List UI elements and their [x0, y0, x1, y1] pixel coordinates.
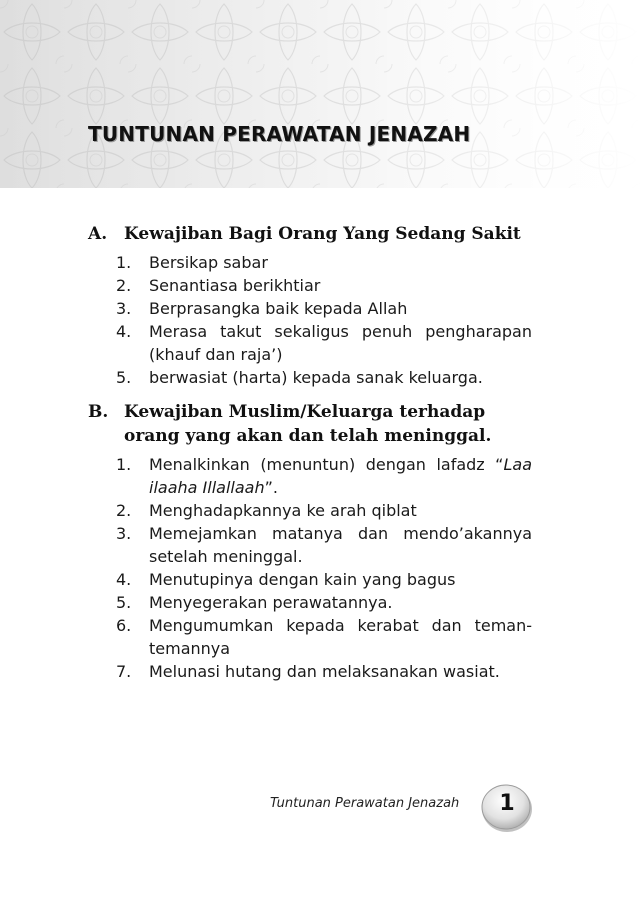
list-item — [116, 297, 532, 320]
item-text-italic: Laa ilaaha Illallaah — [149, 455, 532, 497]
list-item — [116, 614, 532, 660]
item-text: Menyegerakan perawatannya. — [149, 593, 393, 612]
section-b-list — [116, 453, 532, 683]
item-text: Merasa takut sekaligus penuh pengharapan (khauf dan raja’) — [149, 322, 532, 364]
item-number: 2. — [116, 276, 132, 295]
list-item — [116, 274, 532, 297]
item-number: 1. — [116, 253, 132, 272]
item-text: Menutupinya dengan kain yang bagus — [149, 570, 456, 589]
item-text: Bersikap sabar — [149, 253, 268, 272]
section-letter: A. — [88, 224, 108, 244]
page-number: 1 — [499, 791, 515, 816]
list-item — [116, 591, 532, 614]
item-number: 5. — [116, 593, 132, 612]
header-band — [0, 0, 644, 188]
list-item — [116, 660, 532, 683]
item-number: 4. — [116, 322, 132, 341]
list-item — [116, 522, 532, 568]
item-number: 7. — [116, 662, 132, 681]
item-text: Senantiasa berikhtiar — [149, 276, 321, 295]
list-item — [116, 251, 532, 274]
page-title: TUNTUNAN PERAWATAN JENAZAH — [88, 122, 471, 146]
item-text-after: ”. — [264, 478, 278, 497]
item-text: Menghadapkannya ke arah qiblat — [149, 501, 417, 520]
item-text-before: Menalkinkan (menuntun) dengan lafadz “ — [149, 455, 504, 474]
item-number: 2. — [116, 501, 132, 520]
section-letter: B. — [88, 402, 109, 422]
page-number-badge — [480, 782, 534, 834]
ornament-pattern — [0, 0, 644, 188]
item-number: 3. — [116, 524, 132, 543]
item-text: berwasiat (harta) kepada sanak keluarga. — [149, 368, 483, 387]
item-text: Mengumumkan kepada kerabat dan teman-temannya — [149, 616, 532, 658]
section-heading-b — [88, 400, 544, 448]
section-a-list — [116, 251, 532, 389]
list-item — [116, 453, 532, 499]
section-heading-text: Kewajiban Muslim/Keluarga terhadap orang yang akan dan telah meninggal. — [124, 402, 492, 446]
list-item — [116, 499, 532, 522]
item-text: Memejamkan matanya dan mendo’akannya setelah meninggal. — [149, 524, 532, 566]
section-heading-text: Kewajiban Bagi Orang Yang Sedang Sakit — [124, 224, 521, 244]
item-number: 4. — [116, 570, 132, 589]
item-number: 5. — [116, 368, 132, 387]
item-number: 6. — [116, 616, 132, 635]
list-item — [116, 320, 532, 366]
section-heading-a — [88, 222, 544, 246]
footer-book-title: Tuntunan Perawatan Jenazah — [270, 796, 460, 811]
item-text: Berprasangka baik kepada Allah — [149, 299, 408, 318]
item-text: Melunasi hutang dan melaksanakan wasiat. — [149, 662, 500, 681]
item-number: 1. — [116, 455, 132, 474]
list-item — [116, 568, 532, 591]
item-number: 3. — [116, 299, 132, 318]
list-item — [116, 366, 532, 389]
